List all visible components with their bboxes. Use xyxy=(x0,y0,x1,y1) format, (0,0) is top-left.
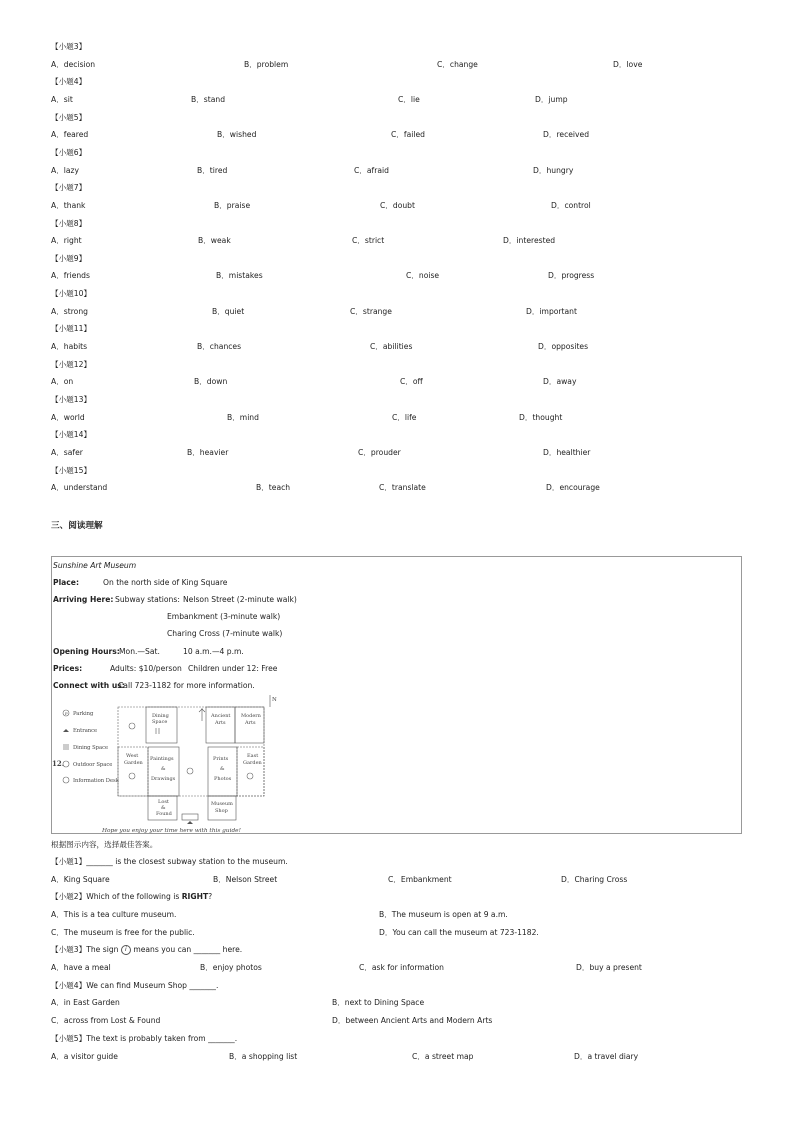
cloze-option-a[interactable]: A．on xyxy=(51,377,74,387)
cloze-option-a[interactable]: A．sit xyxy=(51,94,73,104)
museum-floor-map xyxy=(52,693,292,834)
cloze-option-b[interactable]: B．tired xyxy=(197,165,228,175)
prices-children: Children under 12: Free xyxy=(188,664,278,673)
q3-option-c[interactable]: C．ask for information xyxy=(359,963,444,972)
q5-prefix: 【小题5】 xyxy=(51,1034,87,1043)
q5-stem: The text is probably taken from _______. xyxy=(86,1034,238,1043)
q2-option-b[interactable]: B．The museum is open at 9 a.m. xyxy=(379,910,508,919)
cloze-option-d[interactable]: D．important xyxy=(526,306,577,316)
q3-option-a[interactable]: A．have a meal xyxy=(51,963,111,972)
q5-option-c[interactable]: C．a street map xyxy=(412,1052,474,1061)
fork-knife-icon xyxy=(64,744,68,750)
cloze-option-b[interactable]: B．problem xyxy=(244,59,289,69)
q1-stem: _______ is the closest subway station to the museum. xyxy=(86,857,288,866)
room-west-label-2: Garden xyxy=(124,760,143,766)
cloze-option-a[interactable]: A．friends xyxy=(51,271,90,281)
prices-adults: Adults: $10/person xyxy=(110,664,182,673)
station-2: Embankment (3-minute walk) xyxy=(167,612,281,621)
section-heading: 三、阅读理解 xyxy=(51,521,103,531)
q3-option-b[interactable]: B．enjoy photos xyxy=(200,963,262,972)
east-tree-icon xyxy=(247,773,253,779)
cloze-option-c[interactable]: C．life xyxy=(392,412,417,422)
north-label: N xyxy=(272,697,277,703)
q5-option-d[interactable]: D．a travel diary xyxy=(574,1052,639,1061)
room-west-label: West xyxy=(126,753,139,759)
q1-option-c[interactable]: C．Embankment xyxy=(388,875,452,884)
room-lost-label: Lost xyxy=(158,799,169,805)
connect-label: Connect with us: xyxy=(53,681,125,690)
cloze-option-c[interactable]: C．prouder xyxy=(358,447,401,457)
cloze-option-a[interactable]: A．feared xyxy=(51,130,89,140)
room-dining-label-2: Space xyxy=(152,719,168,725)
legend-parking: Parking xyxy=(73,711,94,717)
cloze-option-a[interactable]: A．thank xyxy=(51,200,86,210)
q4-option-b[interactable]: B．next to Dining Space xyxy=(332,998,425,1007)
cloze-question-label: 【小题8】 xyxy=(51,218,87,228)
hours-days: Mon.—Sat. xyxy=(119,647,160,656)
cloze-option-d[interactable]: D．away xyxy=(543,377,577,387)
cloze-option-d[interactable]: D．interested xyxy=(503,236,556,246)
cloze-option-c[interactable]: C．afraid xyxy=(354,165,389,175)
room-east-label: East xyxy=(247,753,259,759)
cloze-option-c[interactable]: C．translate xyxy=(379,483,426,493)
dining-fork-icon xyxy=(156,728,159,734)
room-paintings-label-3: Drawings xyxy=(151,776,176,782)
connect-value: Call 723-1182 for more information. xyxy=(118,681,255,690)
q4-prefix: 【小题4】 xyxy=(51,981,87,990)
cloze-option-d[interactable]: D．opposites xyxy=(538,342,589,351)
info-sign-icon: i xyxy=(121,945,131,955)
legend-info: Information Desk xyxy=(73,778,119,784)
q5-option-a[interactable]: A．a visitor guide xyxy=(51,1052,118,1061)
cloze-question-label: 【小题6】 xyxy=(51,147,87,157)
arriving-prefix: Subway stations: xyxy=(115,595,180,604)
cloze-option-b[interactable]: B．wished xyxy=(217,130,257,140)
main-entrance-arrow-icon xyxy=(187,821,193,824)
reading-q1-stem xyxy=(51,857,288,867)
cloze-option-b[interactable]: B．stand xyxy=(191,94,226,104)
q3-stem: The sign xyxy=(86,945,119,954)
room-modern-label: Modern xyxy=(241,713,261,719)
cloze-option-a[interactable]: A．strong xyxy=(51,306,88,316)
hours-label: Opening Hours: xyxy=(53,647,120,656)
cloze-option-b[interactable]: B．teach xyxy=(256,483,291,493)
q5-option-b[interactable]: B．a shopping list xyxy=(229,1052,298,1061)
hours-time: 10 a.m.—4 p.m. xyxy=(183,647,244,656)
room-prints-label-3: Photos xyxy=(214,776,232,782)
q2-option-a[interactable]: A．This is a tea culture museum. xyxy=(51,910,177,919)
cloze-option-b[interactable]: B．heavier xyxy=(187,447,229,457)
cloze-option-b[interactable]: B．chances xyxy=(197,342,242,351)
cloze-question-label: 【小题11】 xyxy=(51,324,92,334)
arriving-label: Arriving Here: xyxy=(53,595,114,604)
cloze-option-b[interactable]: B．weak xyxy=(198,236,231,246)
station-3: Charing Cross (7-minute walk) xyxy=(167,629,283,638)
cloze-option-c[interactable]: C．failed xyxy=(391,130,425,140)
q2-option-d[interactable]: D．You can call the museum at 723-1182. xyxy=(379,928,539,937)
notice-title: Sunshine Art Museum xyxy=(53,561,137,570)
q3-option-d[interactable]: D．buy a present xyxy=(576,963,642,972)
cloze-option-c[interactable]: C．off xyxy=(400,377,423,387)
info-desk-icon xyxy=(129,723,135,729)
q1-option-b[interactable]: B．Nelson Street xyxy=(213,875,278,884)
q1-option-d[interactable]: D．Charing Cross xyxy=(561,875,628,884)
cloze-option-a[interactable]: A．habits xyxy=(51,342,88,351)
cloze-question-label: 【小题13】 xyxy=(51,395,92,404)
cloze-option-c[interactable]: C．abilities xyxy=(370,342,413,351)
q2-prefix: 【小题2】 xyxy=(51,892,87,901)
reading-q5-stem xyxy=(51,1034,237,1044)
cloze-question-label: 【小题12】 xyxy=(51,359,92,369)
map-legend xyxy=(52,710,120,784)
q1-prefix: 【小题1】 xyxy=(51,857,87,866)
cloze-question-label: 【小题7】 xyxy=(51,183,87,193)
legend-dining: Dining Space xyxy=(73,745,109,751)
room-modern-label-2: Arts xyxy=(245,720,256,726)
prices-label: Prices: xyxy=(53,664,83,673)
cloze-option-d[interactable]: D．love xyxy=(613,59,643,69)
cloze-option-a[interactable]: A．understand xyxy=(51,483,108,493)
cloze-option-b[interactable]: B．quiet xyxy=(212,306,245,316)
cloze-question-label: 【小题3】 xyxy=(51,42,87,51)
cloze-option-d[interactable]: D．healthier xyxy=(543,447,591,457)
cloze-option-a[interactable]: A．world xyxy=(51,412,85,422)
cloze-option-a[interactable]: A．lazy xyxy=(51,165,80,175)
q2-stem-end: ? xyxy=(208,892,213,901)
main-entrance xyxy=(182,814,198,820)
room-ancient-label-2: Arts xyxy=(215,720,226,726)
cloze-option-c[interactable]: C．change xyxy=(437,59,478,69)
legend-outdoor: Outdoor Space xyxy=(73,762,113,768)
cloze-question-label: 【小题10】 xyxy=(51,289,92,299)
room-prints-label-2: & xyxy=(220,766,225,772)
svg-text:P: P xyxy=(65,711,68,716)
place-value: On the north side of King Square xyxy=(103,578,228,587)
legend-entrance: Entrance xyxy=(73,728,98,734)
cloze-option-d[interactable]: D．hungry xyxy=(533,165,574,175)
cloze-option-b[interactable]: B．down xyxy=(194,377,228,387)
cloze-option-d[interactable]: D．jump xyxy=(535,94,568,104)
cloze-question-label: 【小题5】 xyxy=(51,112,87,122)
q2-stem: Which of the following is xyxy=(86,892,182,901)
map-caption: Hope you enjoy your time here with this guide! xyxy=(102,828,241,834)
center-info-icon xyxy=(187,768,193,774)
west-tree-icon xyxy=(129,773,135,779)
q4-stem: We can find Museum Shop _______. xyxy=(86,981,219,990)
cloze-option-d[interactable]: D．thought xyxy=(519,412,563,422)
cloze-option-a[interactable]: A．right xyxy=(51,236,82,246)
cloze-option-c[interactable]: C．strange xyxy=(350,306,392,316)
cloze-option-c[interactable]: C．noise xyxy=(406,271,440,281)
entrance-icon xyxy=(63,729,69,732)
building-outline xyxy=(118,707,264,796)
room-shop-label: Museum xyxy=(211,801,233,807)
place-label: Place: xyxy=(53,578,79,587)
station-1: Nelson Street (2-minute walk) xyxy=(183,595,297,604)
q4-option-a[interactable]: A．in East Garden xyxy=(51,998,120,1007)
q4-option-c[interactable]: C．across from Lost & Found xyxy=(51,1016,161,1025)
reading-q4-stem xyxy=(51,981,218,991)
room-lost-label-2: & xyxy=(161,805,166,811)
cloze-option-c[interactable]: C．doubt xyxy=(380,200,415,210)
q2-option-c[interactable]: C．The museum is free for the public. xyxy=(51,928,195,937)
cloze-option-b[interactable]: B．mistakes xyxy=(216,271,263,281)
cloze-option-d[interactable]: D．control xyxy=(551,200,591,210)
instruction: 根据图示内容，选择最佳答案。 xyxy=(51,840,158,849)
cloze-question-label: 【小题14】 xyxy=(51,430,92,440)
q1-option-a[interactable]: A．King Square xyxy=(51,875,110,884)
cloze-option-c[interactable]: C．strict xyxy=(352,236,385,246)
cloze-question-label: 【小题15】 xyxy=(51,465,92,475)
cloze-question-label: 【小题4】 xyxy=(51,77,87,87)
cloze-option-a[interactable]: A．safer xyxy=(51,447,83,457)
room-paintings-label-2: & xyxy=(161,766,166,772)
cloze-option-b[interactable]: B．praise xyxy=(214,200,251,210)
cloze-question-label: 【小题9】 xyxy=(51,253,87,263)
cloze-option-a[interactable]: A．decision xyxy=(51,59,96,69)
room-ancient-label: Ancient xyxy=(211,713,231,719)
room-paintings-label: Paintings xyxy=(150,756,174,762)
side-number: 12. xyxy=(52,759,65,768)
q2-stem-bold: RIGHT xyxy=(181,892,209,901)
museum-notice xyxy=(51,556,742,834)
room-shop-label-2: Shop xyxy=(215,808,228,814)
q3-prefix: 【小题3】 xyxy=(51,945,87,954)
q3-stem-end: means you can _______ here. xyxy=(133,945,243,954)
cloze-option-c[interactable]: C．lie xyxy=(398,94,420,104)
room-east-label-2: Garden xyxy=(243,760,262,766)
room-prints-label: Prints xyxy=(213,756,229,762)
cloze-option-b[interactable]: B．mind xyxy=(227,412,259,422)
cloze-option-d[interactable]: D．progress xyxy=(548,271,595,281)
cloze-option-d[interactable]: D．encourage xyxy=(546,483,600,493)
reading-q2-stem xyxy=(51,892,212,902)
info-icon xyxy=(63,777,69,783)
entrance-stairs-icon xyxy=(199,708,205,721)
cloze-option-d[interactable]: D．received xyxy=(543,130,590,140)
q4-option-d[interactable]: D．between Ancient Arts and Modern Arts xyxy=(332,1016,493,1025)
reading-q3-stem xyxy=(51,945,242,955)
room-dining-label: Dining xyxy=(152,713,169,719)
room-lost-label-3: Found xyxy=(156,811,172,817)
